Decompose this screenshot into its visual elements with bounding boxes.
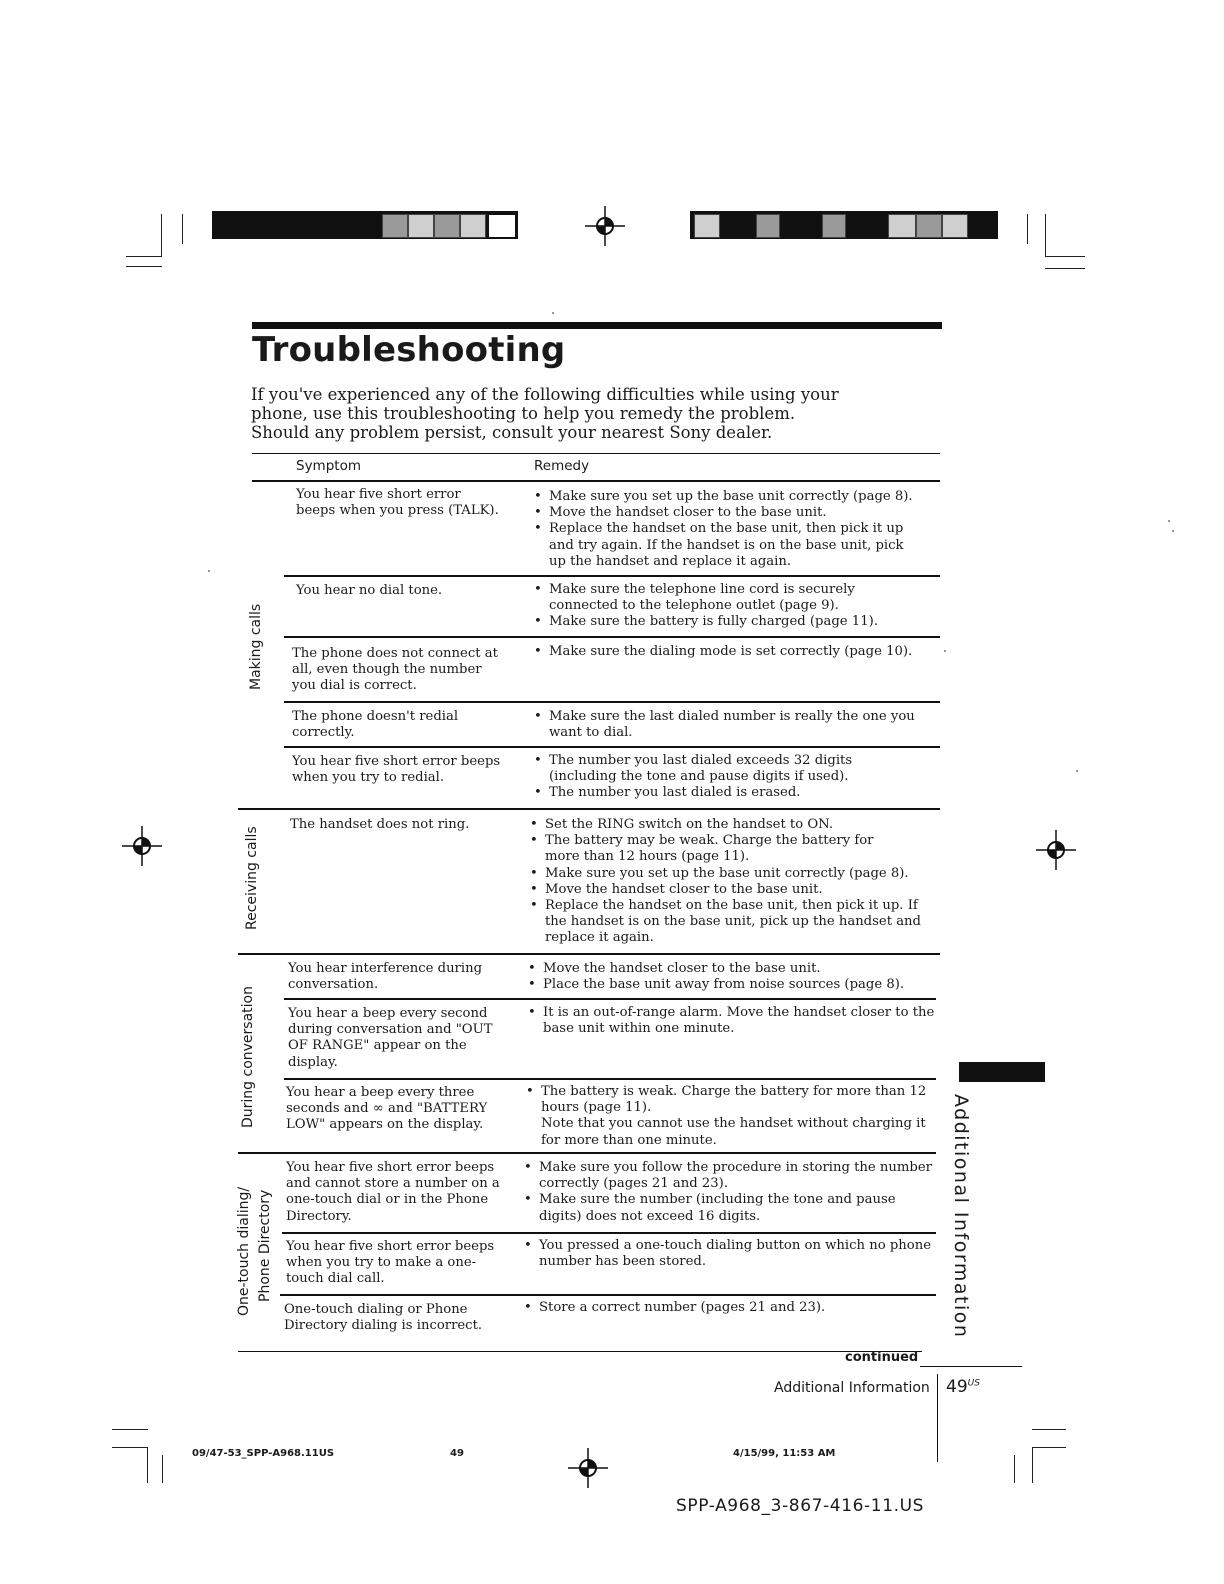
- category-label-one-touch-dialing: One-touch dialing/: [236, 1186, 252, 1316]
- table-rule: [238, 1152, 936, 1154]
- crop-mark: [126, 266, 162, 267]
- table-row-remedy: • Make sure you follow the procedure in storing the number correctly (pages 21 and 23). • Make sure the number (including the tone and pause digits) does not exceed 16 digits.: [520, 1160, 934, 1225]
- registration-target-icon: [122, 826, 162, 866]
- column-header-symptom: Symptom: [296, 458, 361, 474]
- intro-paragraph: [251, 385, 871, 442]
- table-rule: [284, 1078, 936, 1080]
- table-rule: [280, 1294, 936, 1296]
- table-row-symptom: One-touch dialing or Phone Directory dialing is incorrect.: [284, 1302, 483, 1334]
- crop-mark: [1045, 256, 1085, 257]
- crop-mark: [161, 214, 162, 256]
- page-number: $49^{US}$: [946, 1377, 980, 1397]
- side-section-label: Additional Information: [950, 1094, 972, 1339]
- table-row-symptom: You hear five short error beeps when you press (TALK).: [296, 487, 499, 519]
- table-rule: [284, 701, 940, 703]
- category-label-making-calls: Making calls: [248, 603, 264, 690]
- table-rule: [282, 1232, 936, 1234]
- continued-rule: [920, 1366, 1022, 1367]
- table-rule: [238, 953, 940, 955]
- table-row-symptom: The phone does not connect at all, even though the number you dial is correct.: [292, 646, 498, 694]
- table-row-remedy: • Make sure the telephone line cord is securely connected to the telephone outlet (page 9). • Make sure the battery is fully charged (page 11).: [530, 582, 910, 631]
- table-row-symptom: The handset does not ring.: [290, 817, 470, 832]
- table-rule: [284, 575, 940, 577]
- color-bar-right: [690, 211, 998, 239]
- crop-mark: [1014, 1455, 1015, 1483]
- table-row-symptom: You hear interference during conversation.: [288, 961, 483, 993]
- print-slug-page: 49: [450, 1448, 464, 1459]
- crop-mark: [112, 1429, 148, 1430]
- table-row-remedy: • Make sure the dialing mode is set correctly (page 10).: [530, 644, 942, 660]
- title-rule: [252, 322, 942, 329]
- footer-section-name: Additional Information: [774, 1380, 930, 1396]
- category-label-phone-directory: Phone Directory: [257, 1189, 273, 1302]
- table-row-symptom: You hear no dial tone.: [296, 583, 443, 598]
- intro-line: Should any problem persist, consult your nearest Sony dealer.: [251, 423, 773, 442]
- table-row-remedy: • Move the handset closer to the base unit. • Place the base unit away from noise sources (page 8).: [524, 961, 938, 993]
- category-label-during-conversation: During conversation: [240, 986, 256, 1128]
- crop-mark: [112, 1447, 148, 1448]
- table-row-remedy: • The number you last dialed exceeds 32 digits (including the tone and pause digits if used). • The number you last dialed is erased.: [530, 753, 910, 802]
- table-row-symptom: You hear a beep every second during conversation and "OUT OF RANGE" appear on the display.: [288, 1006, 493, 1070]
- table-rule: [238, 808, 940, 810]
- table-rule: [252, 480, 940, 482]
- table-row-remedy: • It is an out-of-range alarm. Move the handset closer to the base unit within one minute.: [524, 1005, 938, 1037]
- registration-target-icon: [568, 1448, 608, 1488]
- table-row-remedy: • You pressed a one-touch dialing button on which no phone number has been stored.: [520, 1238, 934, 1270]
- remedy-note: Note that you cannot use the handset without charging it for more than one minute.: [541, 1116, 926, 1148]
- registration-target-icon: [1036, 830, 1076, 870]
- table-row-symptom: You hear five short error beeps and cannot store a number on a one-touch dial or in the Phone Directory.: [286, 1160, 500, 1224]
- table-rule: [284, 746, 940, 748]
- crop-mark: [1027, 214, 1028, 244]
- crop-mark: [1032, 1429, 1066, 1430]
- print-slug-date: 4/15/99, 11:53 AM: [733, 1448, 836, 1459]
- category-label-receiving-calls: Receiving calls: [244, 826, 260, 930]
- color-bar-left: [212, 211, 518, 239]
- table-rule: [284, 998, 936, 1000]
- crop-mark: [126, 256, 162, 257]
- table-row-remedy: • Set the RING switch on the handset to ON. • The battery may be weak. Charge the battery for more than 12 hours (page 11). • Make sure you set up the base unit correctly (page 8). • Move the handset closer to the base unit. • Replace the handset on the base unit, then pick it up. If the handset is on the base unit, pick up the handset and replace it again.: [526, 817, 938, 947]
- section-tab: [959, 1062, 1045, 1082]
- table-row-remedy: • Store a correct number (pages 21 and 23).: [520, 1300, 934, 1316]
- crop-mark: [1045, 214, 1046, 256]
- table-row-symptom: You hear five short error beeps when you try to redial.: [292, 754, 501, 786]
- footer-divider: [937, 1374, 938, 1462]
- column-header-remedy: Remedy: [534, 458, 590, 474]
- page-title: Troubleshooting: [252, 330, 566, 370]
- intro-line: phone, use this troubleshooting to help you remedy the problem.: [251, 404, 796, 423]
- table-header-rule: [252, 453, 940, 454]
- continued-label: continued: [845, 1350, 919, 1365]
- table-rule: [284, 636, 940, 638]
- crop-mark: [182, 214, 183, 244]
- table-row-symptom: The phone doesn't redial correctly.: [292, 709, 459, 741]
- crop-mark: [1032, 1447, 1066, 1448]
- table-row-remedy: • Make sure you set up the base unit correctly (page 8). • Move the handset closer to the base unit. • Replace the handset on the base unit, then pick it up and try again. If the handset is on the base unit, pick up the handset and replace it again.: [530, 489, 942, 570]
- crop-mark: [147, 1447, 148, 1483]
- print-slug-file: 09/47-53_SPP-A968.11US: [192, 1448, 335, 1459]
- table-row-symptom: You hear five short error beeps when you try to make a one- touch dial call.: [286, 1239, 495, 1287]
- table-row-remedy: • The battery is weak. Charge the battery for more than 12 hours (page 11). Note that you cannot use the handset without charging it for more than one minute.: [522, 1084, 934, 1149]
- intro-line: If you've experienced any of the following difficulties while using your: [251, 385, 839, 404]
- table-row-symptom: You hear a beep every three seconds and ∞ and "BATTERY LOW" appears on the display.: [286, 1085, 488, 1133]
- crop-mark: [1032, 1447, 1033, 1483]
- crop-mark: [162, 1455, 163, 1483]
- crop-mark: [1045, 268, 1085, 269]
- table-bottom-rule: [238, 1351, 922, 1352]
- document-code: SPP-A968_3-867-416-11.US: [676, 1496, 925, 1516]
- registration-target-icon: [585, 206, 625, 246]
- table-row-remedy: • Make sure the last dialed number is really the one you want to dial.: [530, 709, 942, 741]
